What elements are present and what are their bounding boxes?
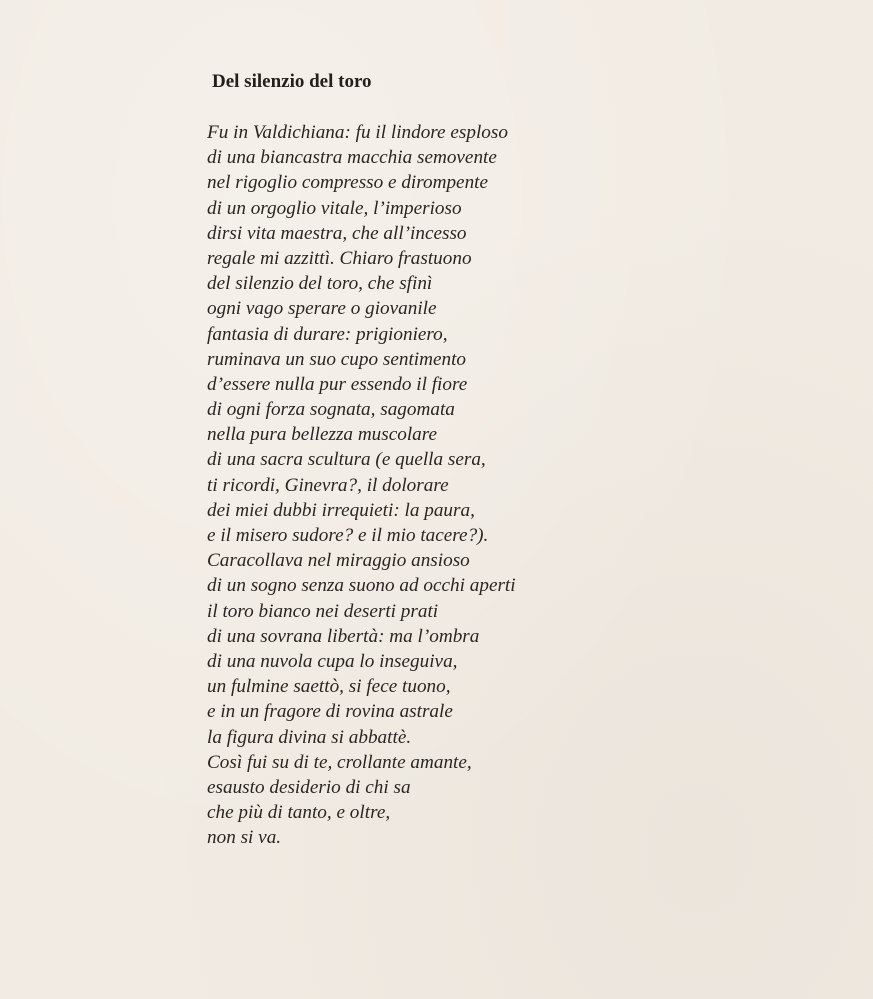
poem-line: regale mi azzittì. Chiaro frastuono (207, 247, 472, 269)
poem-line: la figura divina si abbattè. (207, 726, 412, 748)
poem-line: di ogni forza sognata, sagomata (207, 399, 455, 421)
poem-title: Del silenzio del toro (212, 71, 372, 92)
poem-line: e in un fragore di rovina astrale (207, 701, 453, 723)
poem-line: che più di tanto, e oltre, (207, 802, 391, 824)
poem-line: di una nuvola cupa lo inseguiva, (207, 650, 458, 672)
poem-line: nel rigoglio compresso e dirompente (207, 172, 489, 194)
poem-line: dirsi vita maestra, che all’incesso (207, 222, 467, 244)
poem-line: di un sogno senza suono ad occhi aperti (207, 575, 516, 597)
poem-line: ogni vago sperare o giovanile (207, 298, 437, 320)
poem-line: di una sacra scultura (e quella sera, (207, 449, 486, 471)
poem-line: dei miei dubbi irrequieti: la paura, (207, 499, 475, 521)
poem-line: nella pura bellezza muscolare (207, 424, 438, 446)
poem-line: Caracollava nel miraggio ansioso (207, 550, 470, 572)
poem-line: un fulmine saettò, si fece tuono, (207, 676, 451, 698)
poem-line: di una biancastra macchia semovente (207, 147, 497, 169)
poem-line: ruminava un suo cupo sentimento (207, 348, 467, 370)
poem-line: Fu in Valdichiana: fu il lindore esploso (207, 122, 508, 143)
poem-line: il toro bianco nei deserti prati (207, 600, 439, 622)
poem-line: di un orgoglio vitale, l’imperioso (207, 197, 462, 219)
poem-line: d’essere nulla pur essendo il fiore (207, 373, 468, 395)
poem-line: fantasia di durare: prigioniero, (207, 323, 448, 345)
poem-line: ti ricordi, Ginevra?, il dolorare (207, 474, 449, 496)
poem-body (207, 120, 516, 850)
poem-line: non si va. (207, 827, 282, 849)
poem-line: Così fui su di te, crollante amante, (207, 751, 472, 773)
poem-line: esausto desiderio di chi sa (207, 776, 411, 798)
poem-line: del silenzio del toro, che sfinì (207, 273, 433, 295)
poem-line: di una sovrana libertà: ma l’ombra (207, 625, 480, 647)
poem-line: e il misero sudore? e il mio tacere?). (207, 525, 489, 546)
